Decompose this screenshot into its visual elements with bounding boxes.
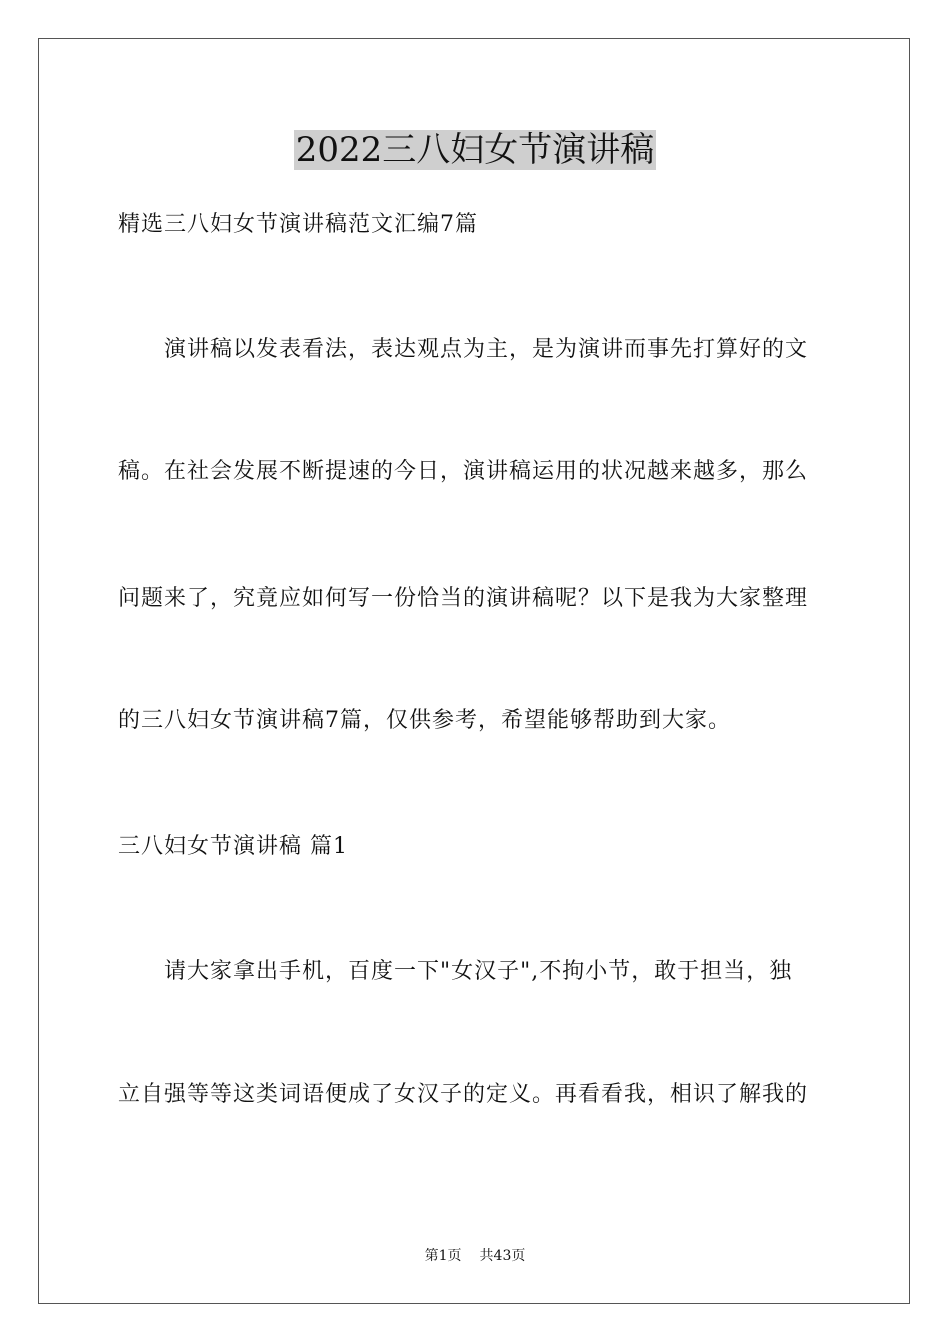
intro-line-4: 的三八妇女节演讲稿7篇，仅供参考，希望能够帮助到大家。 — [118, 708, 731, 733]
intro-line-3: 问题来了，究竟应如何写一份恰当的演讲稿呢？以下是我为大家整理 — [118, 586, 809, 611]
section-heading: 三八妇女节演讲稿 篇1 — [118, 834, 348, 859]
intro-line-1: 演讲稿以发表看法，表达观点为主，是为演讲而事先打算好的文 — [164, 337, 809, 362]
document-title-text: 2022三八妇女节演讲稿 — [295, 130, 655, 170]
intro-line-2: 稿。在社会发展不断提速的今日，演讲稿运用的状况越来越多，那么 — [118, 459, 809, 484]
page-footer — [0, 1246, 950, 1266]
document-subtitle: 精选三八妇女节演讲稿范文汇编7篇 — [118, 212, 478, 237]
body-line-1: 请大家拿出手机，百度一下"女汉子",不拘小节，敢于担当，独 — [164, 959, 793, 984]
page-number: 第1页 — [424, 1248, 462, 1264]
page-total: 共43页 — [479, 1248, 526, 1264]
body-line-2: 立自强等等这类词语便成了女汉子的定义。再看看我，相识了解我的 — [118, 1082, 809, 1107]
document-title — [0, 126, 950, 174]
